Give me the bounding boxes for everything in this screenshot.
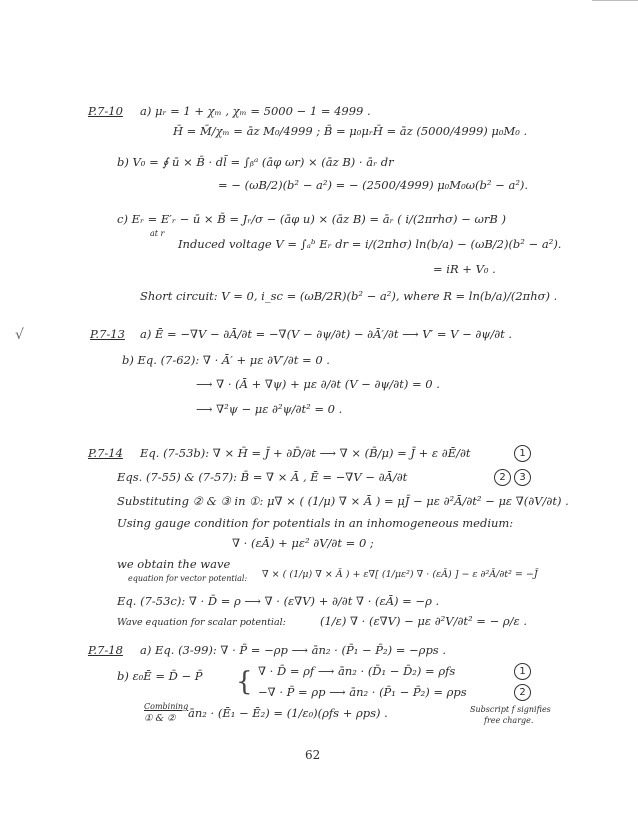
p710-c-line2: Induced voltage V = ∫ₐᵇ Eᵣ dr = i/(2πhσ) ln(b/a) − (ωB/2)(b² − a²). xyxy=(178,237,562,251)
p710-a-line1: a) μᵣ = 1 + χₘ , χₘ = 5000 − 1 = 4999 . xyxy=(140,104,371,118)
eq-number-2b: 2 xyxy=(514,684,531,701)
problem-label-7-18: P.7-18 xyxy=(88,643,123,657)
p714-line6-c: ∇ × ( (1/μ) ∇ × Ā ) + ε∇[ (1/με²) ∇ · (εĀ) ] − ε ∂²Ā/∂t² = −J̄ xyxy=(262,569,538,580)
eq-number-2: 2 xyxy=(494,469,511,486)
p713-b-line1: b) Eq. (7-62): ∇ · Ā′ + με ∂V′/∂t = 0 . xyxy=(122,353,330,367)
p718-note-line2: free charge. xyxy=(484,716,534,725)
p718-b-line1: b) ε₀Ē = D̄ − P̄ xyxy=(117,669,203,683)
eq-number-1: 1 xyxy=(514,445,531,462)
p714-line6-b: equation for vector potential: xyxy=(128,574,248,583)
p714-line7: Eq. (7-53c): ∇ · D̄ = ρ ⟶ ∇ · (ε∇V) + ∂/∂t ∇ · (εĀ) = −ρ . xyxy=(117,594,440,608)
page-number: 62 xyxy=(305,748,321,762)
problem-label-7-10: P.7-10 xyxy=(88,104,123,118)
p714-line5: ∇ · (εĀ) + με² ∂V/∂t = 0 ; xyxy=(232,536,374,550)
problem-label-7-13: P.7-13 xyxy=(90,327,125,341)
p710-b-line2: = − (ωB/2)(b² − a²) = − (2500/4999) μ₀M₀ω(b² − a²). xyxy=(218,178,529,192)
p718-combining-label: Combining xyxy=(144,702,189,711)
eq-number-1b: 1 xyxy=(514,663,531,680)
p713-b-line3: ⟶ ∇²ψ − με ∂²ψ/∂t² = 0 . xyxy=(196,402,343,416)
p713-a-line1: a) Ē = −∇V − ∂Ā/∂t = −∇(V − ∂ψ/∂t) − ∂Ā′/∂t ⟶ V′ = V − ∂ψ/∂t . xyxy=(140,327,513,341)
p718-combining-refs: ① & ② xyxy=(144,713,176,724)
p713-b-line2: ⟶ ∇ · (Ā + ∇ψ) + με ∂/∂t (V − ∂ψ/∂t) = 0 . xyxy=(196,377,440,391)
scan-edge-line xyxy=(592,0,638,1)
p718-note-line1: Subscript f signifies xyxy=(470,705,551,714)
p714-line8-b: (1/ε) ∇ · (ε∇V) − με ∂²V/∂t² = − ρ/ε . xyxy=(320,614,527,628)
p710-c-line3: = iR + V₀ . xyxy=(433,262,496,276)
p710-c-line4: Short circuit: V = 0, i_sc = (ωB/2R)(b² − a²), where R = ln(b/a)/(2πhσ) . xyxy=(140,289,558,303)
p714-line8-a: Wave equation for scalar potential: xyxy=(117,617,286,628)
p714-line3: Substituting ② & ③ in ①: μ∇ × ( (1/μ) ∇ × Ā ) = μJ̄ − με ∂²Ā/∂t² − με ∇(∂V/∂t) . xyxy=(117,494,569,508)
p714-line4: Using gauge condition for potentials in an inhomogeneous medium: xyxy=(117,516,514,530)
eq-number-3: 3 xyxy=(514,469,531,486)
p718-b-line2: ∇ · D̄ = ρf ⟶ ān₂ · (D̄₁ − D̄₂) = ρfs xyxy=(258,664,456,678)
problem-label-7-14: P.7-14 xyxy=(88,446,123,460)
p710-b-line1: b) V₀ = ∮ ū × B̄ · dl̄ = ∫ᵦᵃ (āφ ωr) × (āz B) · āᵣ dr xyxy=(117,155,394,169)
check-mark-icon: √ xyxy=(15,327,24,343)
p718-a-line1: a) Eq. (3-99): ∇ · P̄ = −ρp ⟶ ān₂ · (P̄₁ − P̄₂) = −ρps . xyxy=(140,643,447,657)
p714-line1: Eq. (7-53b): ∇ × H̄ = J̄ + ∂D̄/∂t ⟶ ∇ × (B̄/μ) = J̄ + ε ∂Ē/∂t xyxy=(140,446,471,460)
p714-line6-a: we obtain the wave xyxy=(117,557,231,571)
p714-line2: Eqs. (7-55) & (7-57): B̄ = ∇ × Ā , Ē = −∇V − ∂Ā/∂t xyxy=(117,470,408,484)
p718-b-line4: ān₂ · (Ē₁ − Ē₂) = (1/ε₀)(ρfs + ρps) . xyxy=(188,706,388,720)
brace-symbol: { xyxy=(236,667,253,697)
p718-b-line3: −∇ · P̄ = ρp ⟶ ān₂ · (P̄₁ − P̄₂) = ρps xyxy=(258,685,467,699)
p710-c-note: at r xyxy=(150,229,165,238)
p710-c-line1: c) Eᵣ = E′ᵣ − ū × B̄ = Jᵣ/σ − (āφ u) × (āz B) = āᵣ ( i/(2πrhσ) − ωrB ) xyxy=(117,212,506,226)
p710-a-line2: H̄ = M̄/χₘ = āz M₀/4999 ; B̄ = μ₀μᵣH̄ = āz (5000/4999) μ₀M₀ . xyxy=(173,124,528,138)
